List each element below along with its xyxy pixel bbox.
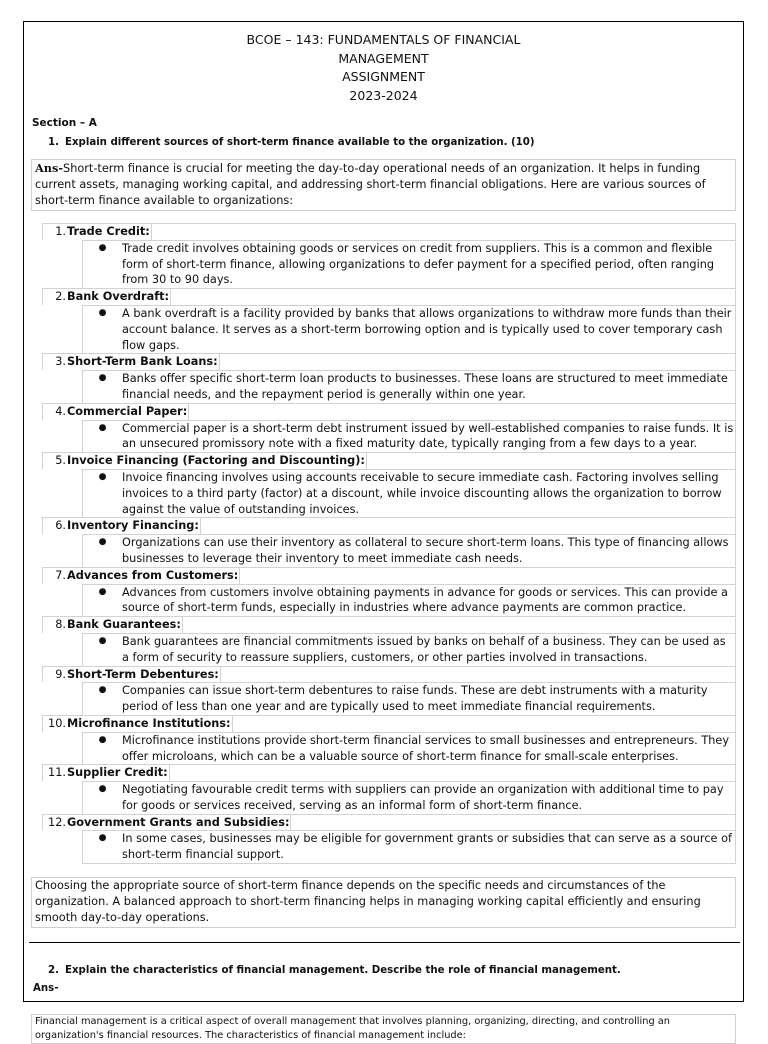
source-title: Commercial Paper:: [67, 404, 188, 418]
source-description-text: Companies can issue short-term debentures to raise funds. These are debt instruments with a maturity period of less than one year and are typically used to meet immediate financial requirements.: [122, 684, 708, 714]
bullet-icon: ●: [98, 373, 107, 384]
course-title-line-2: MANAGEMENT: [338, 50, 429, 66]
source-description-text: Negotiating favourable credit terms with suppliers can provide an organization with additional time to pay for goods or services received, serving as an informal form of short-term finance.: [122, 783, 724, 812]
source-number: 9.: [55, 667, 66, 681]
source-number: 5.: [55, 454, 66, 468]
bullet-icon: ●: [98, 586, 107, 597]
source-number: 8.: [55, 618, 66, 632]
source-item: [42, 764, 736, 781]
source-item: [42, 567, 736, 584]
source-number: 7.: [55, 568, 66, 582]
answer-label: Ans-: [35, 161, 64, 175]
bullet-icon: ●: [98, 833, 107, 844]
source-item: [42, 814, 736, 831]
source-item: [42, 403, 736, 420]
section-heading: Section – A: [32, 117, 97, 129]
source-number: 10.: [48, 716, 66, 730]
source-description: [82, 682, 736, 715]
source-title: Government Grants and Subsidies:: [67, 815, 290, 829]
source-description: [82, 584, 736, 617]
question-text: Explain different sources of short-term finance available to the organization. (10): [65, 137, 535, 148]
source-number: 1.: [55, 225, 66, 238]
source-number: 3.: [55, 355, 66, 369]
source-title: Short-Term Bank Loans:: [67, 355, 218, 369]
source-number: 2.: [55, 290, 66, 304]
source-description-text: Bank guarantees are financial commitments issued by banks on behalf of a business. They can be used as a form of security to reassure suppliers, customers, or other parties involved in transactions.: [122, 634, 726, 664]
source-item: [42, 223, 736, 240]
source-description: [82, 633, 736, 666]
bullet-icon: ●: [98, 422, 107, 433]
source-item: [42, 353, 736, 370]
document-header: [24, 31, 743, 105]
assignment-label: ASSIGNMENT: [342, 69, 425, 84]
source-description: [82, 370, 736, 403]
source-title: Bank Overdraft:: [67, 290, 170, 304]
source-description-text: In some cases, businesses may be eligible for government grants or subsidies that can serve as a source of short-term financial support.: [122, 832, 732, 862]
source-description: [82, 781, 736, 814]
bullet-icon: ●: [98, 242, 107, 253]
source-number: 11.: [48, 766, 66, 780]
source-number: 4.: [55, 404, 66, 418]
source-description-text: Trade credit involves obtaining goods or services on credit from suppliers. This is a common and flexible form of short-term finance, allowing organizations to defer payment for a specified period, often ranging from 30 to 90 days.: [122, 241, 715, 287]
source-item: [42, 517, 736, 534]
source-item: [42, 715, 736, 732]
financial-management-intro: Financial management is a critical aspect of overall management that involves planning, organizing, directing, and controlling an organization's financial resources. The characteristics of financial management include:: [31, 1014, 736, 1044]
source-description-text: Organizations can use their inventory as collateral to secure short-term loans. This type of financing allows businesses to leverage their inventory to meet immediate cash needs.: [122, 536, 729, 565]
bullet-icon: ●: [98, 307, 107, 318]
source-description: [82, 469, 736, 517]
source-title: Invoice Financing (Factoring and Discounting):: [67, 454, 365, 468]
bullet-icon: ●: [98, 635, 107, 646]
source-description-text: A bank overdraft is a facility provided by banks that allows organizations to withdraw more funds than their account balance. It serves as a short-term borrowing option and is typically used to cover temporary cash flow gaps.: [122, 306, 732, 352]
course-title-line: BCOE – 143: FUNDAMENTALS OF FINANCIAL: [246, 32, 521, 47]
source-item: [42, 616, 736, 633]
source-description-text: Invoice financing involves using accounts receivable to secure immediate cash. Factoring involves selling invoices to a third party (factor) at a discount, while invoice discounting allows the organization to borrow against the value of outstanding invoices.: [122, 470, 722, 516]
source-title: Bank Guarantees:: [67, 618, 181, 632]
bullet-icon: ●: [98, 685, 107, 696]
source-description: [82, 305, 736, 353]
source-description: [82, 420, 736, 453]
question-text: Explain the characteristics of financial management. Describe the role of financial management.: [65, 965, 621, 977]
source-item: [42, 666, 736, 683]
bullet-icon: ●: [98, 471, 107, 482]
source-description: [82, 830, 736, 864]
source-title: Short-Term Debentures:: [67, 667, 219, 681]
source-title: Inventory Financing:: [67, 519, 199, 533]
bullet-icon: ●: [98, 537, 107, 548]
question-number: 1.: [48, 137, 59, 148]
source-description-text: Commercial paper is a short-term debt instrument issued by well-established companies to raise funds. It is an unsecured promissory note with a fixed maturity date, typically ranging from a few days to a year.: [122, 421, 734, 451]
document-page: [23, 21, 744, 1042]
answer-intro: [31, 159, 736, 211]
source-item: [42, 452, 736, 469]
source-description-text: Advances from customers involve obtaining payments in advance for goods or services. This can provide a source of short-term funds, especially in industries where advance payments are common practice.: [122, 585, 728, 615]
source-title: Microfinance Institutions:: [67, 716, 231, 730]
source-title: Advances from Customers:: [67, 568, 239, 582]
source-description: [82, 534, 736, 567]
question-number: 2.: [48, 965, 59, 977]
source-description-text: Banks offer specific short-term loan products to businesses. These loans are structured to meet immediate financial needs, and the repayment period is generally within one year.: [122, 372, 728, 401]
bullet-icon: ●: [98, 784, 107, 795]
source-description: [82, 732, 736, 765]
source-description: [82, 240, 736, 288]
answer-intro-text: Short-term finance is crucial for meeting the day-to-day operational needs of an organization. It helps in funding current assets, managing working capital, and addressing short-term financial obligations. Here are various sources of short-term finance available to organizations:: [35, 162, 706, 207]
bullet-icon: ●: [98, 734, 107, 745]
source-title: Supplier Credit:: [67, 766, 168, 780]
question-1: [48, 137, 743, 148]
source-description-text: Microfinance institutions provide short-term financial services to small businesses and entrepreneurs. They offer microloans, which can be a valuable source of short-term finance for small-scale enterprises.: [122, 733, 730, 763]
sources-list: [42, 223, 736, 864]
source-title: Trade Credit:: [67, 225, 150, 238]
question-2: [48, 965, 743, 976]
closing-paragraph: Choosing the appropriate source of short-term finance depends on the specific needs and circumstances of the organization. A balanced approach to short-term financing helps in managing working capital efficiently and ensuring smooth day-to-day operations.: [31, 877, 736, 928]
academic-year: 2023-2024: [349, 87, 418, 103]
section-divider: [29, 942, 740, 943]
source-number: 12.: [48, 815, 66, 829]
source-number: 6.: [55, 519, 66, 533]
answer-2-label: Ans-: [33, 983, 59, 995]
source-item: [42, 288, 736, 305]
